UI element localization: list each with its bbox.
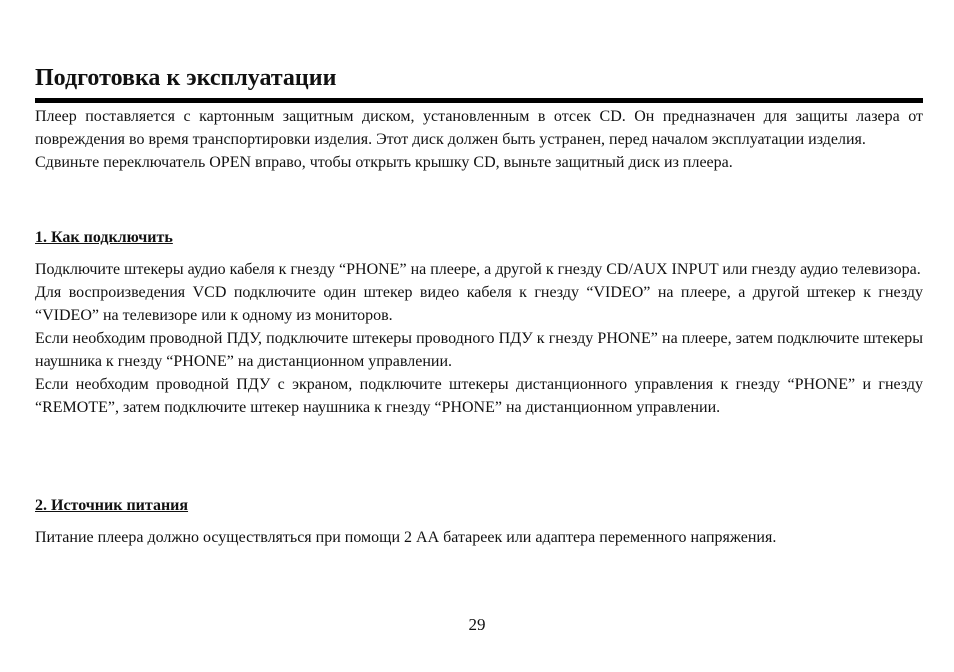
section-1-body — [35, 258, 923, 419]
title-underline-rule — [35, 98, 923, 103]
intro-text-1: Плеер поставляется с картонным защитным диском, установленным в отсек CD. Он предназначен для защиты лазера от повреждения во время транспортировки изделия. Этот диск должен быть устранен, перед началом эксплуатации изделия. — [35, 108, 923, 148]
section-1-paragraph-1: Подключите штекеры аудио кабеля к гнезду “PHONE” на плеере, а другой к гнезду CD/AUX INPUT или гнезду аудио телевизора. — [35, 261, 921, 278]
page-number: 29 — [468, 615, 486, 634]
section-1-paragraph-4: Если необходим проводной ПДУ с экраном, подключите штекеры дистанционного управления к гнезду “PHONE” и гнезду “REMOTE”, затем подключите штекер наушника к гнезду “PHONE” на дистанционном управлении. — [35, 376, 923, 416]
page-title: Подготовка к эксплуатации — [35, 65, 337, 91]
section-1-heading: 1. Как подключить — [35, 229, 173, 246]
section-2-heading: 2. Источник питания — [35, 497, 189, 514]
section-2-paragraph-1: Питание плеера должно осуществляться при помощи 2 АА батареек или адаптера переменного напряжения. — [35, 529, 777, 546]
section-1-paragraph-2: Для воспроизведения VCD подключите один штекер видео кабеля к гнезду “VIDEO” на плеере, а другой штекер к гнезду “VIDEO” на телевизоре или к одному из мониторов. — [35, 284, 923, 324]
intro-paragraph — [35, 105, 923, 174]
section-1-paragraph-3: Если необходим проводной ПДУ, подключите штекеры проводного ПДУ к гнезду PHONE” на плеере, затем подключите штекеры наушника к гнезду “PHONE” на дистанционном управлении. — [35, 330, 923, 370]
intro-text-2: Сдвиньте переключатель OPEN вправо, чтобы открыть крышку CD, выньте защитный диск из плеера. — [35, 154, 733, 171]
section-2-body — [35, 526, 923, 549]
